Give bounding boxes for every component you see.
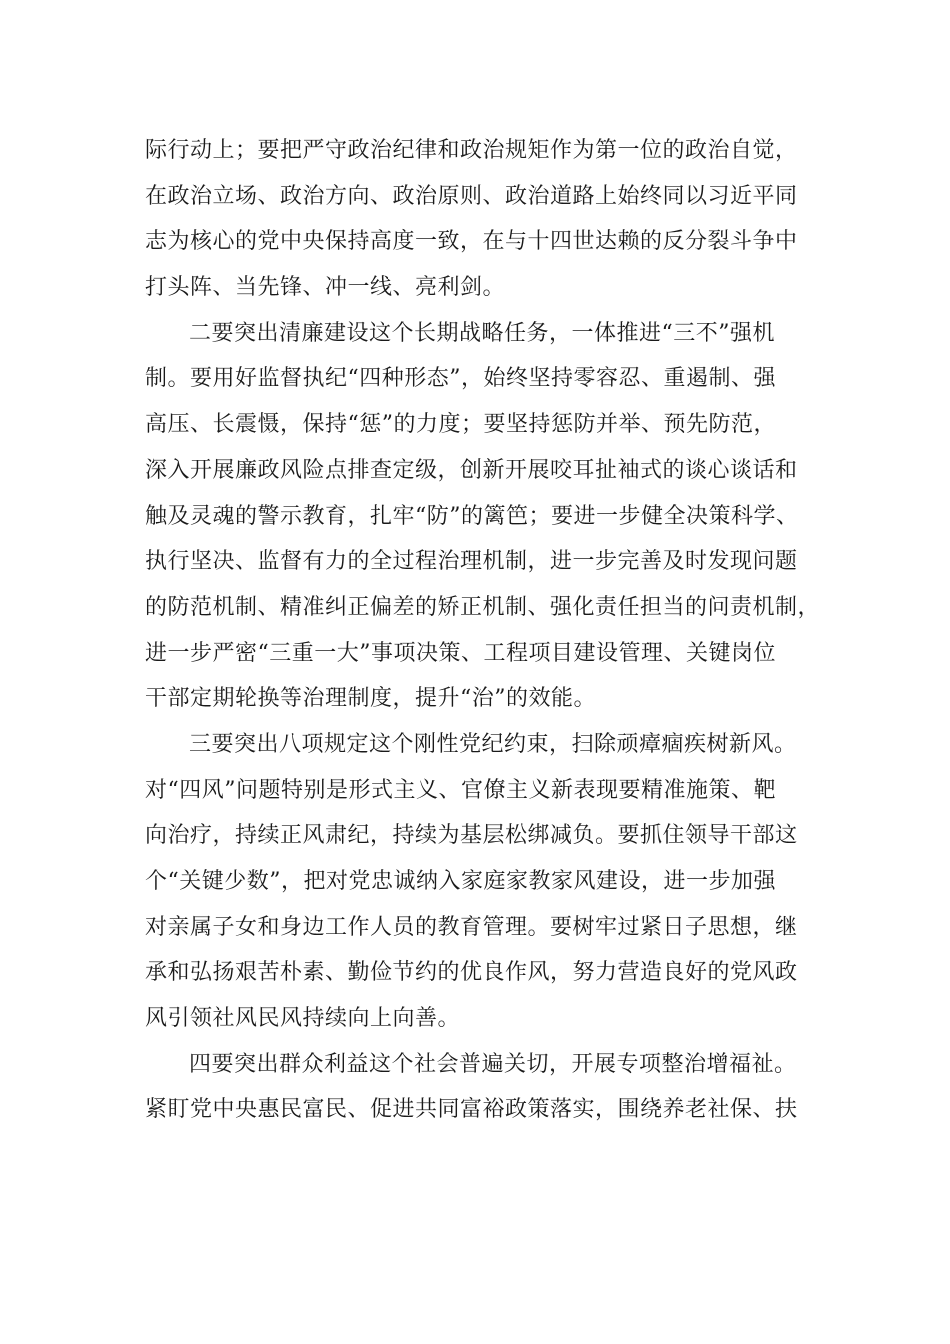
text-line: 向治疗，持续正风肃纪，持续为基层松绑减负。要抓住领导干部这 — [145, 823, 798, 849]
text-line: 打头阵、当先锋、冲一线、亮利剑。 — [145, 275, 506, 301]
text-line: 触及灵魂的警示教育，扎牢“防”的篱笆；要进一步健全决策科学、 — [145, 503, 799, 529]
document-body — [145, 128, 821, 1133]
text-line: 干部定期轮换等治理制度，提升“治”的效能。 — [145, 686, 596, 712]
text-line: 承和弘扬艰苦朴素、勤俭节约的优良作风，努力营造良好的党风政 — [145, 960, 798, 986]
text-line: 个“关键少数”，把对党忠诚纳入家庭家教家风建设，进一步加强 — [145, 869, 776, 894]
text-line: 深入开展廉政风险点排查定级，创新开展咬耳扯袖式的谈心谈话和 — [145, 457, 798, 483]
text-line: 对“四风”问题特别是形式主义、官僚主义新表现要精准施策、靶 — [145, 777, 776, 803]
text-line: 制。要用好监督执纪“四种形态”，始终坚持零容忍、重遏制、强 — [145, 366, 776, 392]
text-line: 进一步严密“三重一大”事项决策、工程项目建设管理、关键岗位 — [145, 640, 776, 666]
paragraph-start-line: 二要突出清廉建设这个长期战略任务，一体推进“三不”强机 — [189, 320, 775, 346]
text-line: 对亲属子女和身边工作人员的教育管理。要树牢过紧日子思想，继 — [145, 914, 798, 940]
paragraph-start-line: 三要突出八项规定这个刚性党纪约束，扫除顽瘴痼疾树新风。 — [189, 731, 797, 757]
text-line: 执行坚决、监督有力的全过程治理机制，进一步完善及时发现问题 — [145, 549, 798, 575]
text-line: 的防范机制、精准纠正偏差的矫正机制、强化责任担当的问责机制， — [145, 594, 821, 620]
text-line: 风引领社风民风持续向上向善。 — [145, 1006, 461, 1032]
text-line: 际行动上；要把严守政治纪律和政治规矩作为第一位的政治自觉， — [145, 138, 798, 163]
paragraph-start-line: 四要突出群众利益这个社会普遍关切，开展专项整治增福祉。 — [189, 1051, 797, 1077]
text-line: 在政治立场、政治方向、政治原则、政治道路上始终同以习近平同 — [145, 183, 798, 209]
text-line: 志为核心的党中央保持高度一致，在与十四世达赖的反分裂斗争中 — [145, 229, 798, 255]
text-line: 高压、长震慑，保持“惩”的力度；要坚持惩防并举、预先防范， — [145, 412, 776, 438]
text-line: 紧盯党中央惠民富民、促进共同富裕政策落实，围绕养老社保、扶 — [145, 1097, 798, 1123]
